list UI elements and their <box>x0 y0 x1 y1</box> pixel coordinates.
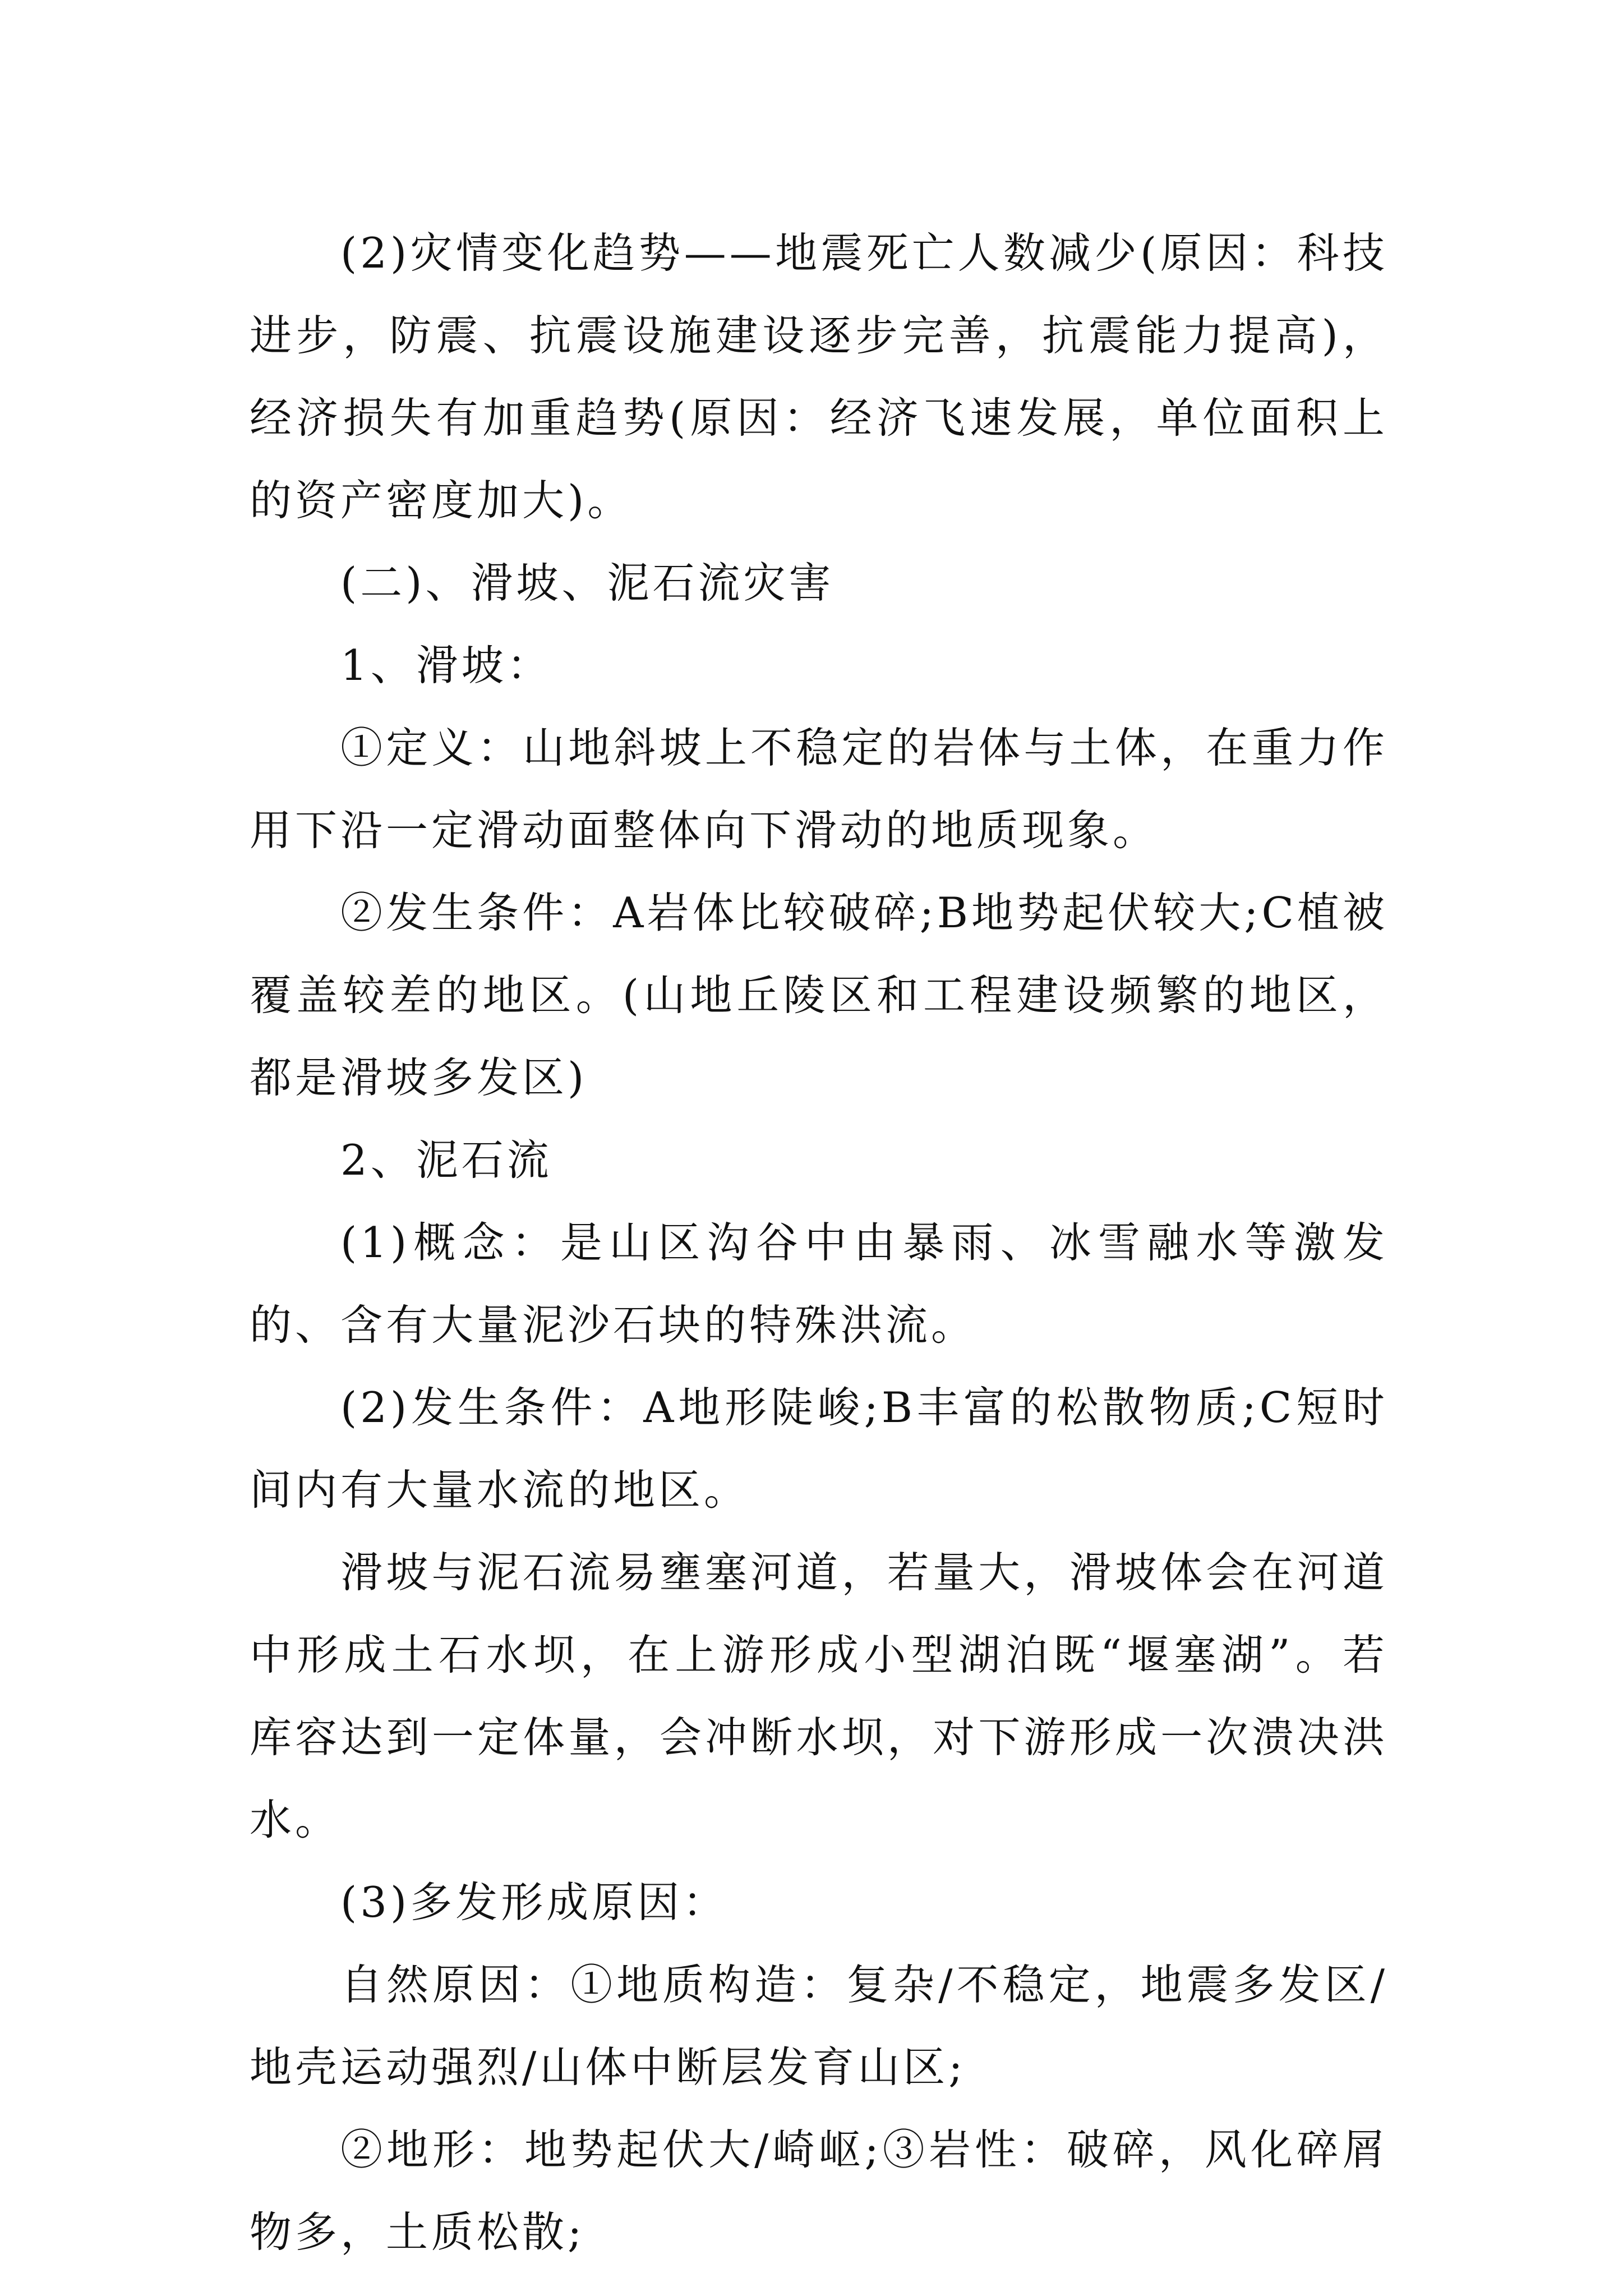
paragraph-natural-causes: 自然原因：①地质构造：复杂/不稳定，地震多发区/地壳运动强烈/山体中断层发育山区; <box>250 1960 1388 2092</box>
paragraph-debris-flow-concept: (1)概念：是山区沟谷中由暴雨、冰雪融水等激发的、含有大量泥沙石块的特殊洪流。 <box>250 1218 1388 1350</box>
paragraph-debris-flow-conditions: (2)发生条件：A地形陡峻;B丰富的松散物质;C短时间内有大量水流的地区。 <box>250 1383 1388 1515</box>
paragraph-terrain-lithology: ②地形：地势起伏大/崎岖;③岩性：破碎，风化碎屑物多，土质松散; <box>250 2125 1388 2257</box>
paragraph-dammed-lake: 滑坡与泥石流易壅塞河道，若量大，滑坡体会在河道中形成土石水坝，在上游形成小型湖泊既“堰塞湖”。若库容达到一定体量，会冲断水坝，对下游形成一次溃决洪水。 <box>250 1548 1388 1844</box>
section-heading-landslide-debris-flow: (二)、滑坡、泥石流灾害 <box>340 558 834 608</box>
subheading-landslide: 1、滑坡： <box>340 641 552 690</box>
paragraph-disaster-trend: (2)灾情变化趋势——地震死亡人数减少(原因：科技进步，防震、抗震设施建设逐步完善，抗震能力提高)，经济损失有加重趋势(原因：经济飞速发展，单位面积上的资产密度加大)。 <box>250 228 1388 525</box>
paragraph-landslide-conditions: ②发生条件：A岩体比较破碎;B地势起伏较大;C植被覆盖较差的地区。(山地丘陵区和工程建设频繁的地区，都是滑坡多发区) <box>250 888 1388 1102</box>
subheading-causes: (3)多发形成原因： <box>340 1878 728 1927</box>
subheading-debris-flow: 2、泥石流 <box>340 1135 552 1185</box>
document-body <box>250 212 1388 2274</box>
paragraph-landslide-definition: ①定义：山地斜坡上不稳定的岩体与土体，在重力作用下沿一定滑动面整体向下滑动的地质现象。 <box>250 723 1388 855</box>
